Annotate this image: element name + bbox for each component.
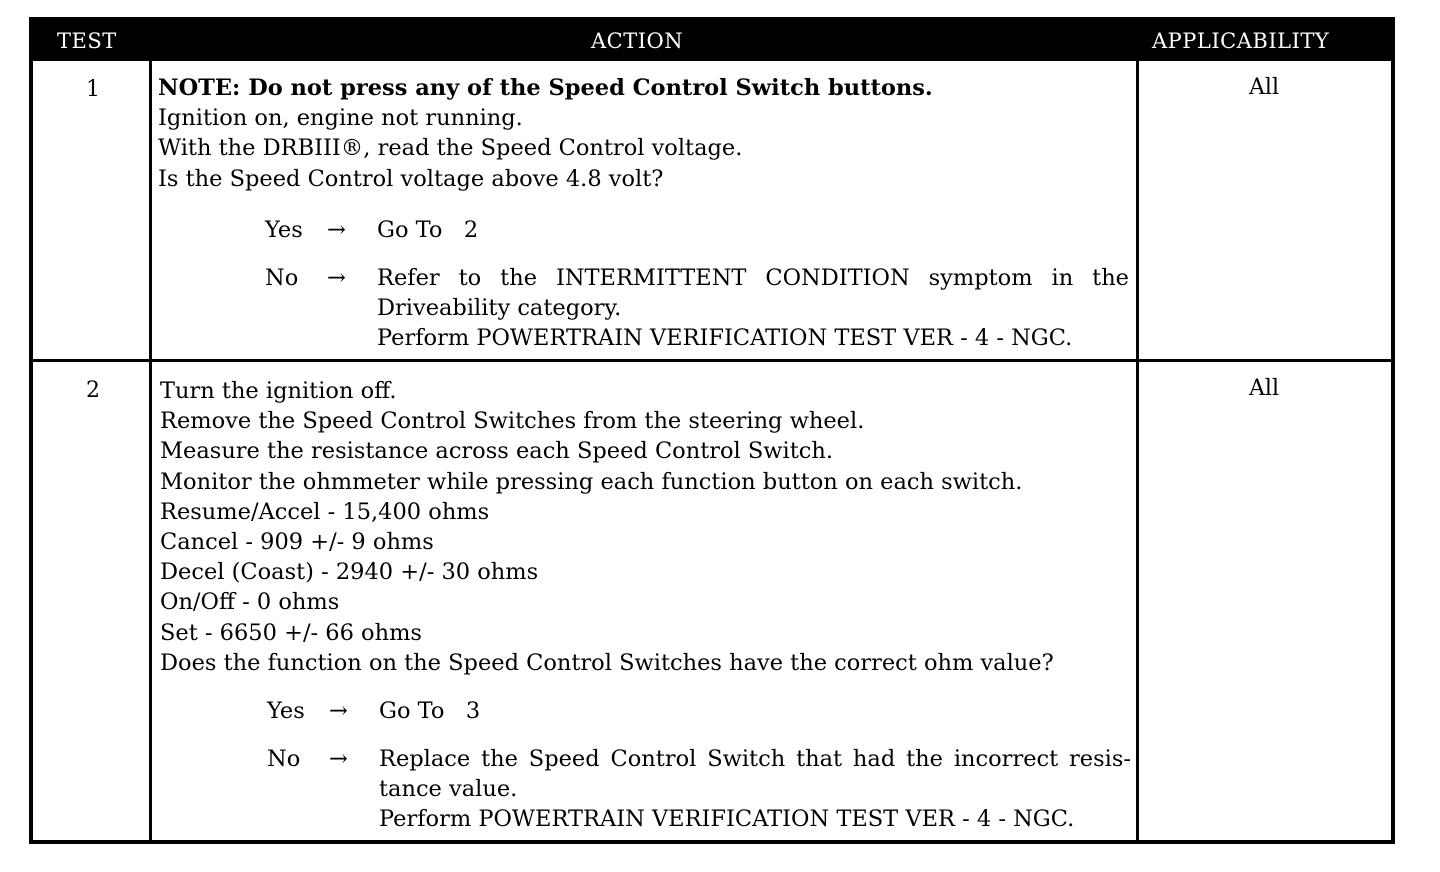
row-1-applicability: All: [1249, 75, 1279, 100]
row-2-action: [160, 376, 1054, 678]
no-result: [377, 263, 1129, 354]
row-2-applicability: All: [1249, 376, 1279, 401]
no-result: [379, 744, 1131, 835]
arrow-right-icon: →: [329, 698, 348, 724]
arrow-right-icon: →: [327, 265, 346, 291]
row-2-line: Remove the Speed Control Switches from the steering wheel.: [160, 408, 865, 435]
row-2-line: Measure the resistance across each Speed Control Switch.: [160, 438, 834, 465]
no-result-line: Replace the Speed Control Switch that had the incorrect resis-: [379, 746, 1131, 772]
row-1-line: Ignition on, engine not running.: [158, 105, 523, 132]
header-test: TEST: [57, 29, 117, 53]
row-2-line: Monitor the ohmmeter while pressing each function button on each switch.: [160, 468, 1023, 495]
yes-result: Go To 3: [379, 698, 481, 724]
no-result-line: Perform POWERTRAIN VERIFICATION TEST VER - 4 - NGC.: [377, 325, 1073, 352]
row-1-line: With the DRBIII®, read the Speed Control voltage.: [158, 135, 743, 162]
no-result-line: Perform POWERTRAIN VERIFICATION TEST VER - 4 - NGC.: [379, 806, 1075, 833]
row-2-line: Resume/Accel - 15,400 ohms: [160, 498, 490, 525]
column-divider-applicability: [1136, 61, 1139, 844]
row-2-line: Turn the ignition off.: [160, 378, 397, 404]
row-2-line: On/Off - 0 ohms: [160, 589, 340, 616]
yes-result: Go To 2: [377, 217, 479, 243]
row-1-no-response: [265, 263, 1129, 355]
header-action: ACTION: [591, 29, 684, 53]
no-label: No: [265, 265, 299, 291]
row-1-line: Is the Speed Control voltage above 4.8 volt?: [158, 165, 664, 192]
arrow-right-icon: →: [327, 217, 346, 243]
row-divider: [33, 359, 1391, 362]
no-result-line: tance value.: [379, 776, 518, 803]
no-label: No: [267, 746, 301, 772]
row-2-no-response: [267, 744, 1131, 836]
row-1-yes-response: [265, 215, 1129, 247]
row-2-line: Set - 6650 +/- 66 ohms: [160, 619, 422, 646]
arrow-right-icon: →: [329, 746, 348, 772]
no-result-line: Refer to the INTERMITTENT CONDITION symptom in the: [377, 265, 1129, 291]
row-1-test-number: 1: [86, 77, 100, 102]
yes-label: Yes: [265, 217, 303, 243]
yes-label: Yes: [267, 698, 305, 724]
row-1-action: [158, 73, 933, 194]
no-result-line: Driveability category.: [377, 295, 622, 322]
diagnostic-test-table: [29, 17, 1395, 844]
row-2-line: Cancel - 909 +/- 9 ohms: [160, 529, 434, 556]
row-1-note: NOTE: Do not press any of the Speed Control Switch buttons.: [158, 75, 933, 101]
row-2-line: Does the function on the Speed Control Switches have the correct ohm value?: [160, 649, 1054, 676]
header-applicability: APPLICABILITY: [1152, 29, 1330, 53]
row-2-test-number: 2: [86, 378, 100, 403]
table-header: [33, 21, 1391, 61]
row-2-line: Decel (Coast) - 2940 +/- 30 ohms: [160, 559, 539, 586]
column-divider-test: [149, 61, 152, 844]
row-2-yes-response: [267, 696, 1131, 728]
